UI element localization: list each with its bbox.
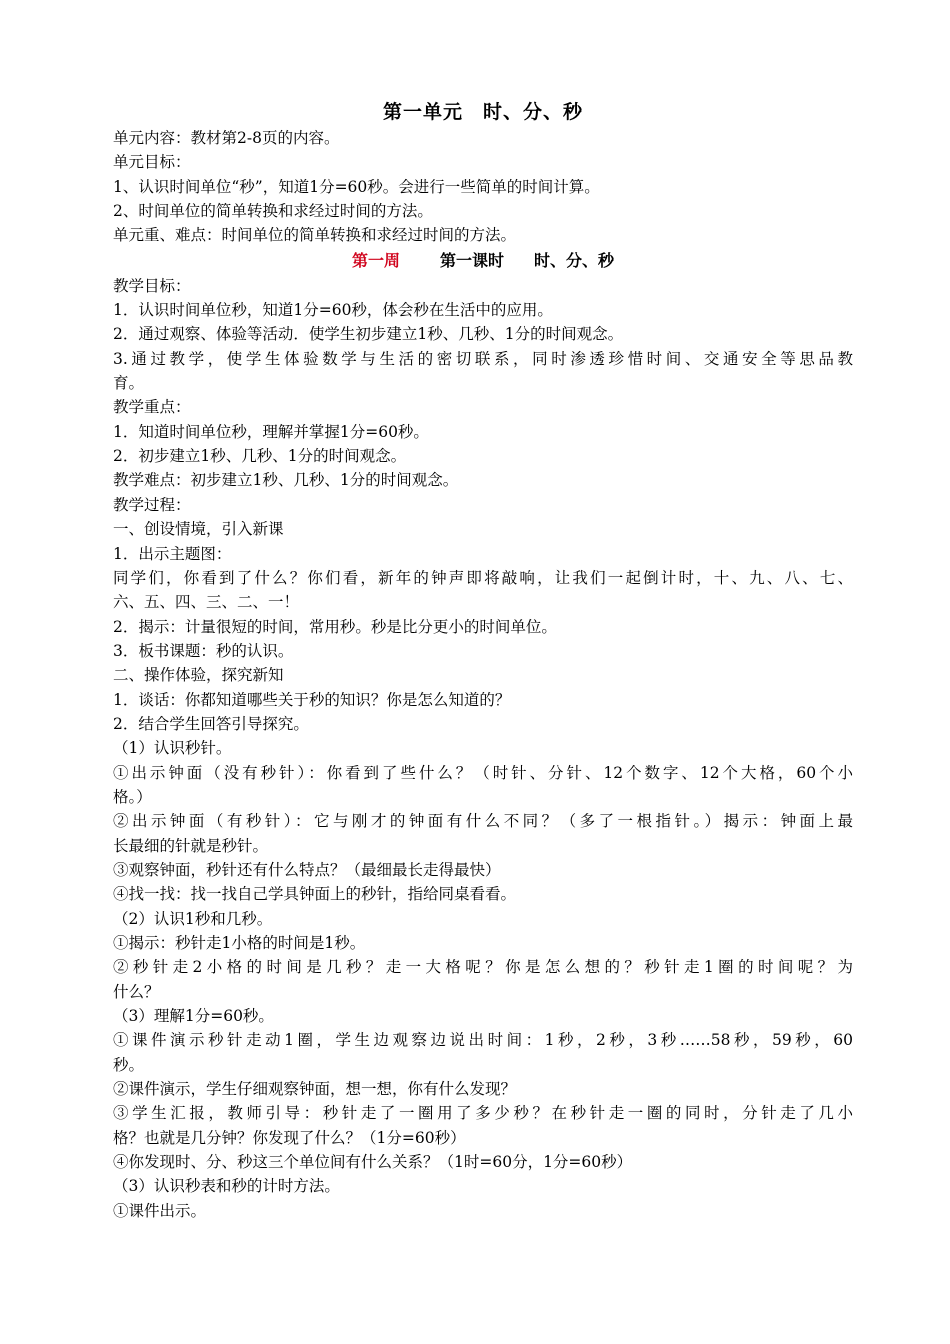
lesson-line: 育。 [113,374,145,393]
lesson-line: ③学生汇报，教师引导：秒针走了一圈用了多少秒？在秒针走一圈的同时，分针走了几小 [113,1104,853,1123]
lesson-line: 教学重点： [113,398,191,417]
week-label: 第一周 [351,250,400,270]
document-page [113,98,853,1223]
lesson-line: （3）理解1分=60秒。 [113,1007,274,1026]
lesson-line: （3）认识秒表和秒的计时方法。 [113,1177,340,1196]
lesson-line: ①揭示：秒针走1小格的时间是1秒。 [113,934,366,952]
lesson-line: ④你发现时、分、秒这三个单位间有什么关系？（1时=60分，1分=60秒） [113,1153,633,1172]
unit-goals-label: 单元目标： [113,153,191,172]
lesson-line: 教学过程： [113,495,191,514]
lesson-line: 1．认识时间单位秒，知道1分=60秒，体会秒在生活中的应用。 [113,301,553,320]
lesson-line: 一、创设情境，引入新课 [113,520,284,539]
lesson-line: 什么？ [113,982,160,1001]
lesson-line: 2．结合学生回答引导探究。 [113,714,309,733]
unit-section [113,126,853,248]
lesson-line: ②秒针走2小格的时间是几秒？走一大格呢？你是怎么想的？秒针走1圈的时间呢？为 [113,958,853,977]
lesson-line: ②课件演示，学生仔细观察钟面，想一想，你有什么发现？ [113,1080,517,1099]
lesson-line: 1．谈话：你都知道哪些关于秒的知识？你是怎么知道的？ [113,690,511,709]
unit-label: 第一单元 [382,101,463,123]
lesson-line: 格。） [113,787,152,806]
lesson-line: 教学目标： [113,276,191,295]
unit-topic: 时、分、秒 [483,101,584,123]
lesson-line: 二、操作体验，探究新知 [113,666,284,685]
lesson-line: 六、五、四、三、二、一！ [113,593,300,612]
lesson-body [113,274,853,1223]
lesson-line: （1）认识秒针。 [113,739,232,758]
lesson-line: 教学难点：初步建立1秒、几秒、1分的时间观念。 [113,471,459,490]
lesson-line: 3．板书课题：秒的认识。 [113,641,294,660]
week-heading [113,248,853,274]
document-title [113,98,853,126]
lesson-line: ③观察钟面，秒针还有什么特点？（最细最长走得最快） [113,860,501,879]
unit-content-line: 单元内容：教材第2-8页的内容。 [113,129,340,147]
unit-goal-2: 2、时间单位的简单转换和求经过时间的方法。 [113,202,433,221]
lesson-line: ①出示钟面（没有秒针）：你看到了些什么？（时针、分针、12个数字、12个大格，60个小 [113,763,853,782]
lesson-line: 3.通过教学，使学生体验数学与生活的密切联系，同时渗透珍惜时间、交通安全等思品教 [113,349,853,368]
lesson-line: 1．出示主题图： [113,544,232,563]
lesson-line: （2）认识1秒和几秒。 [113,909,273,928]
lesson-line: 长最细的针就是秒针。 [113,836,269,855]
lesson-line: 格？也就是几分钟？你发现了什么？（1分=60秒） [113,1128,466,1147]
lesson-line: 2．初步建立1秒、几秒、1分的时间观念。 [113,447,407,466]
lesson-line: ①课件出示。 [113,1201,207,1220]
lesson-line: ④找一找：找一找自己学具钟面上的秒针，指给同桌看看。 [113,885,517,904]
lesson-topic: 时、分、秒 [534,250,615,270]
lesson-line: 1．知道时间单位秒，理解并掌握1分=60秒。 [113,422,429,441]
unit-key-points: 单元重、难点：时间单位的简单转换和求经过时间的方法。 [113,226,517,245]
unit-goal-1: 1、认识时间单位“秒”，知道1分=60秒。会进行一些简单的时间计算。 [113,177,600,196]
lesson-line: 秒。 [113,1055,145,1074]
lesson-line: 2．揭示：计量很短的时间，常用秒。秒是比分更小的时间单位。 [113,617,557,636]
lesson-line: 同学们，你看到了什么？你们看，新年的钟声即将敲响，让我们一起倒计时，十、九、八、七、 [113,568,853,587]
lesson-line: ②出示钟面（有秒针）：它与刚才的钟面有什么不同？（多了一根指针。）揭示：钟面上最 [113,812,853,831]
lesson-line: 2．通过观察、体验等活动．使学生初步建立1秒、几秒、1分的时间观念。 [113,325,624,344]
lesson-line: ①课件演示秒针走动1圈，学生边观察边说出时间：1秒，2秒，3秒……58秒，59秒，60 [113,1031,853,1050]
lesson-label: 第一课时 [439,250,504,270]
